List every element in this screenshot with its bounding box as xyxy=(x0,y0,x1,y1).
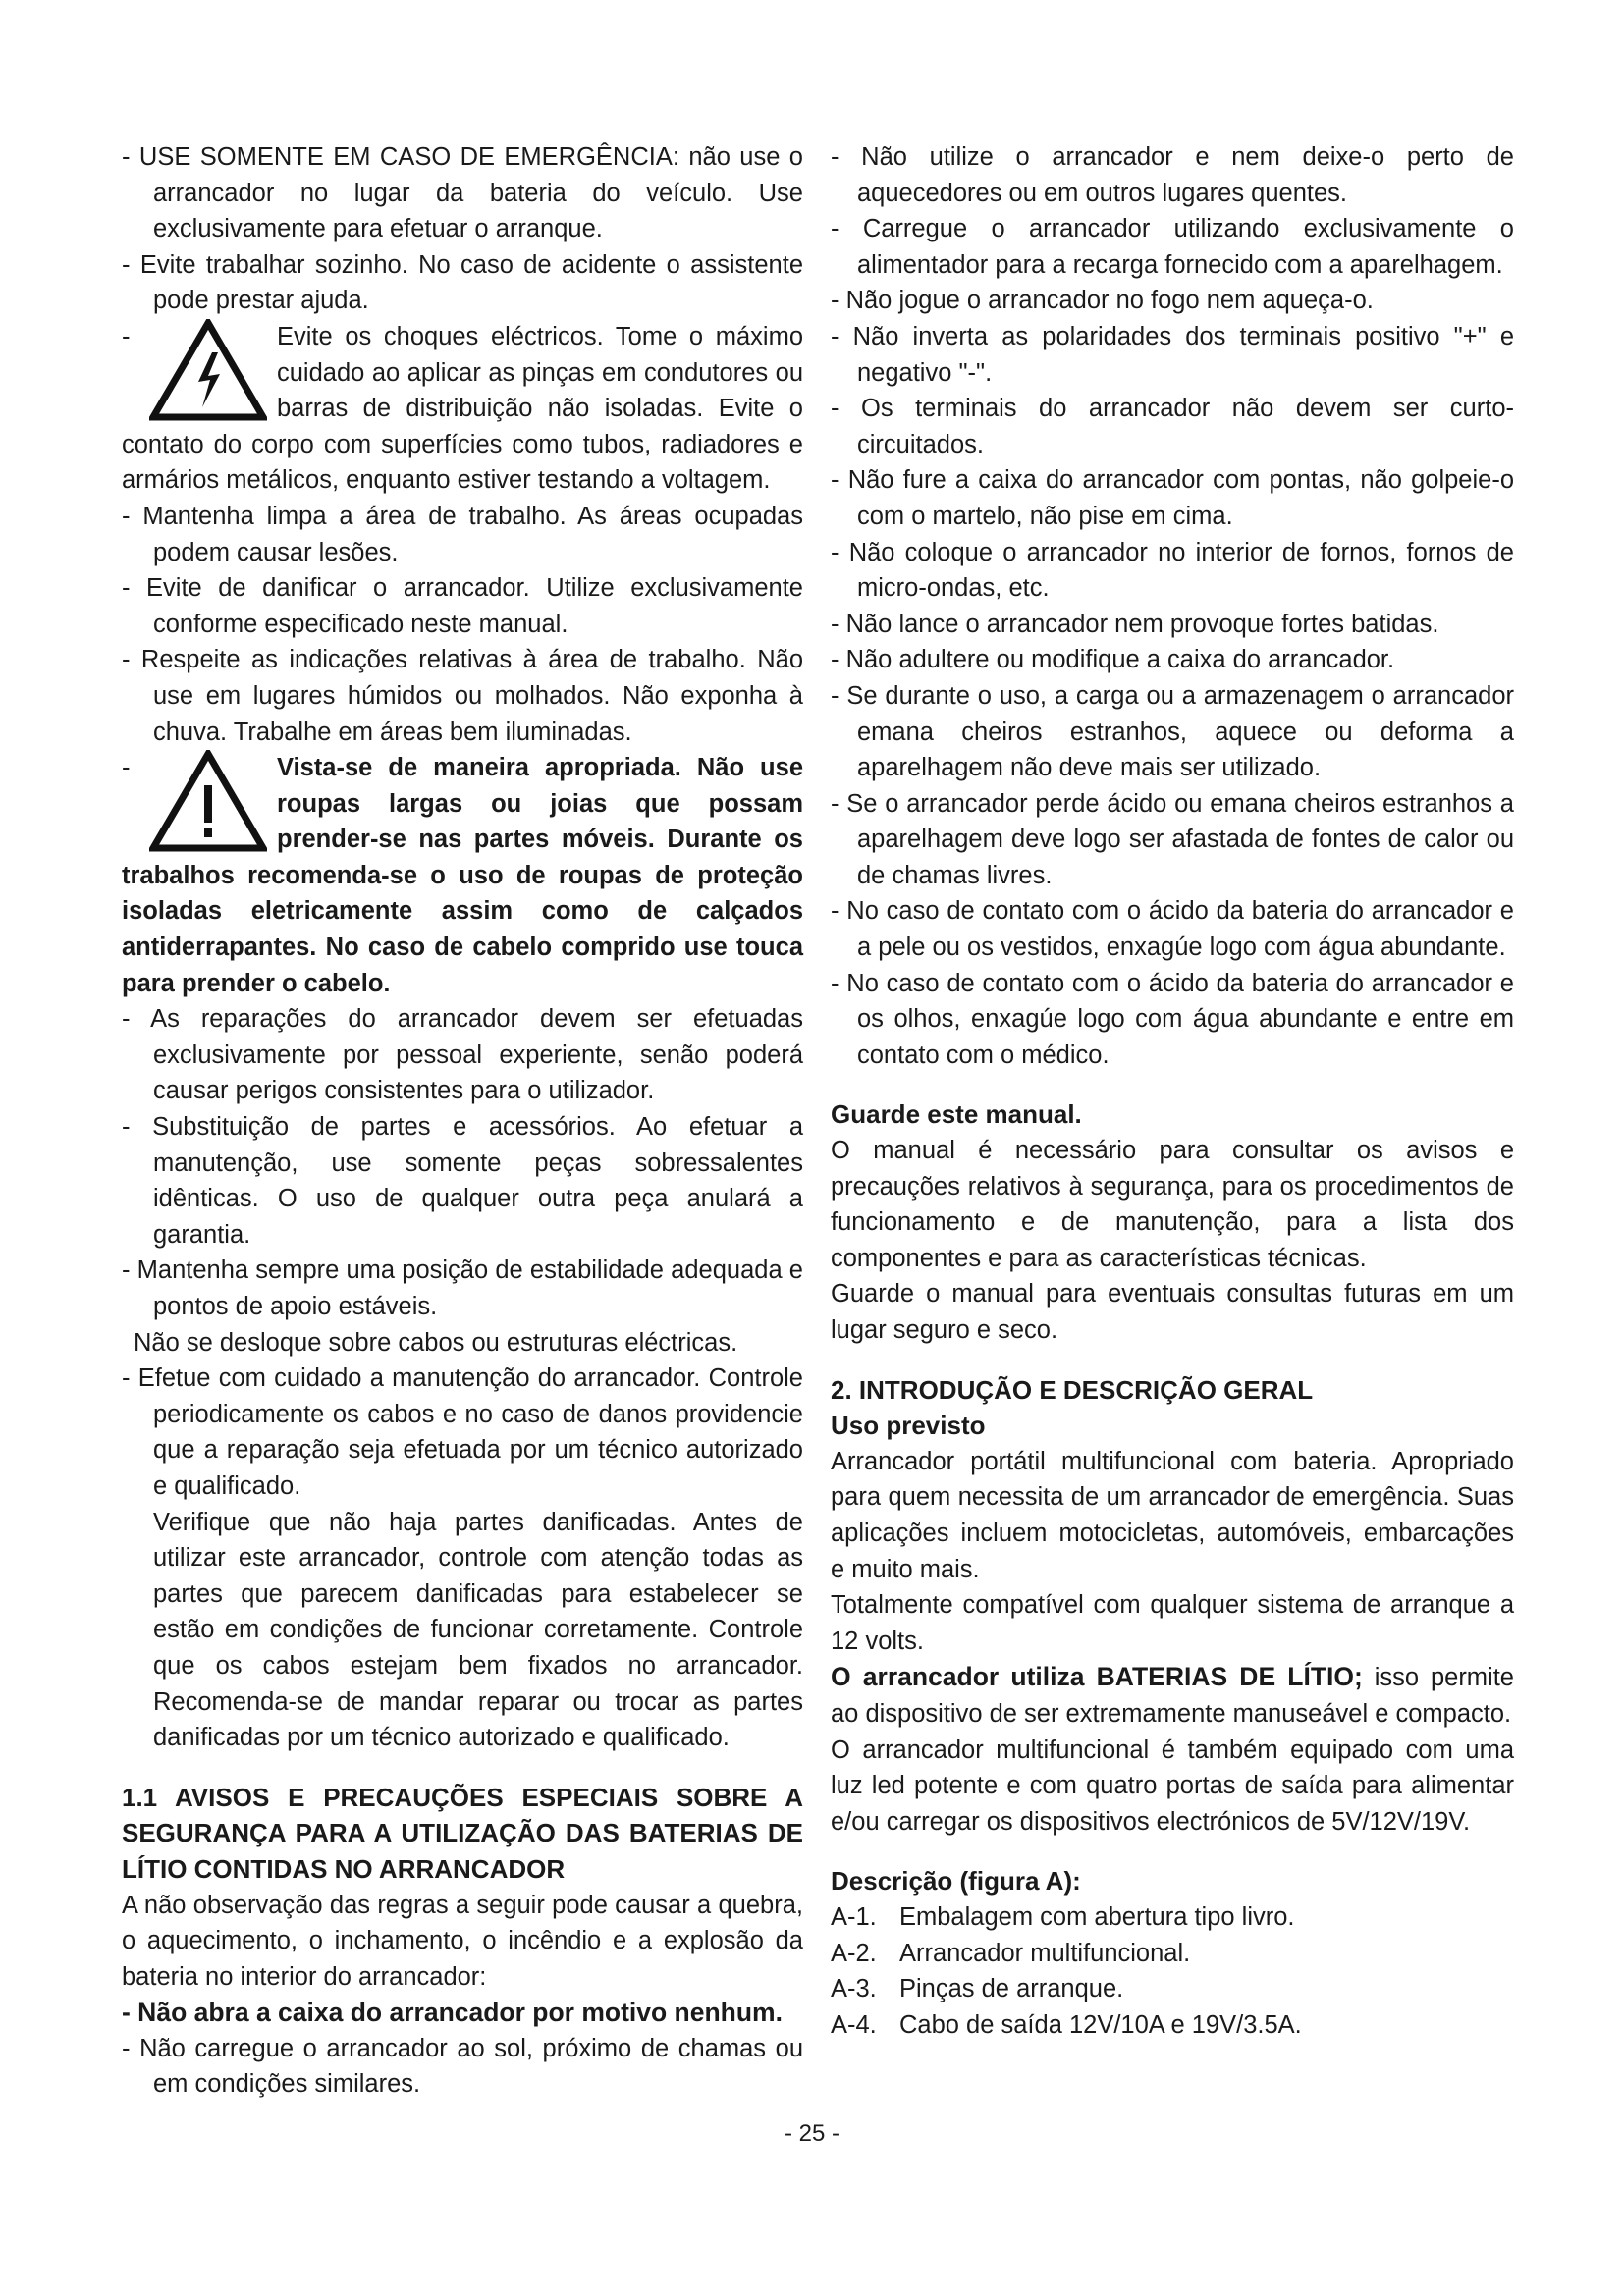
paragraph-maintenance: - Efetue com cuidado a manutenção do arrancador. Controle periodicamente os cabos e no caso de danos providencie que a reparação seja efetuada por um técnico autorizado e qualificado. xyxy=(122,1364,803,1500)
list-item-text: Embalagem com abertura tipo livro. xyxy=(899,1902,1295,1931)
paragraph-puncture: - Não fure a caixa do arrancador com pontas, não golpeie-o com o martelo, não pise em cima. xyxy=(831,466,1514,530)
heading-keep-manual: Guarde este manual. xyxy=(831,1099,1082,1130)
paragraph-charger: - Carregue o arrancador utilizando exclusivamente o alimentador para a recarga fornecido com a aparelhagem. xyxy=(831,215,1514,279)
paragraph-work-area: - Respeite as indicações relativas à área de trabalho. Não use em lugares húmidos ou molhados. Não exponha à chuva. Trabalhe em áreas bem iluminadas. xyxy=(122,646,803,746)
warning-electric-text: Evite os choques eléctricos. Tome o máximo cuidado ao aplicar as pinças em condutores ou barras de distribuição não isoladas. Evite o contato do corpo com superfícies como tubos, radiadores e armários metálicos, enquanto estiver testando a voltagem. xyxy=(122,322,803,495)
list-item-text: Pinças de arranque. xyxy=(899,1975,1124,2003)
paragraph-clean-area: - Mantenha limpa a área de trabalho. As áreas ocupadas podem causar lesões. xyxy=(122,502,803,566)
paragraph-short-circuit: - Os terminais do arrancador não devem ser curto-circuitados. xyxy=(831,395,1514,458)
list-item-number: A-3. xyxy=(831,1975,877,2003)
heading-intended-use: Uso previsto xyxy=(831,1411,986,1441)
list-item xyxy=(831,1936,1514,1972)
warning-clothing-text: Vista-se de maneira apropriada. Não use roupas largas ou joias que possam prender-se nas partes móveis. Durante os trabalhos recomenda-se o uso de roupas de proteção isoladas eletricamente assim como de calçados antiderrapantes. No caso de cabelo comprido use touca para prender o cabelo. xyxy=(122,754,803,997)
paragraph-heaters: - Não utilize o arrancador e nem deixe-o perto de aquecedores ou em outros lugares quentes. xyxy=(831,143,1514,207)
paragraph-manual-storage: Guarde o manual para eventuais consultas futuras em um lugar seguro e seco. xyxy=(831,1280,1514,1344)
paragraph-cables: Não se desloque sobre cabos ou estruturas eléctricas. xyxy=(134,1328,738,1357)
section-heading-lithium-safety: 1.1 AVISOS E PRECAUÇÕES ESPECIAIS SOBRE A SEGURANÇA PARA A UTILIZAÇÃO DAS BATERIAS DE LÍTIO CONTIDAS NO ARRANCADOR xyxy=(122,1782,803,1884)
list-item xyxy=(831,2007,1514,2044)
paragraph-led-ports: O arrancador multifuncional é também equipado com uma luz led potente e com quatro portas de saída para alimentar e/ou carregar os dispositivos electrónicos de 5V/12V/19V. xyxy=(831,1735,1514,1836)
lithium-rest-text: isso permite ao dispositivo de ser extremamente manuseável e compacto. xyxy=(831,1664,1514,1728)
list-item xyxy=(831,1899,1514,1936)
paragraph-acid-skin: - No caso de contato com o ácido da bateria do arrancador e a pele ou os vestidos, enxagúe logo com água abundante. xyxy=(831,897,1514,962)
paragraph-manual-purpose: O manual é necessário para consultar os avisos e precauções relativos à segurança, para os procedimentos de funcionamento e de manutenção, para a lista dos componentes e para as características técnicas. xyxy=(831,1137,1514,1272)
paragraph-repairs: - As reparações do arrancador devem ser efetuadas exclusivamente por pessoal experiente, senão poderá causar perigos consistentes para o utilizador. xyxy=(122,1005,803,1105)
lithium-bold-text: O arrancador utiliza BATERIAS DE LÍTIO; xyxy=(831,1662,1363,1692)
paragraph-do-not-open: - Não abra a caixa do arrancador por motivo nenhum. xyxy=(122,1998,783,2028)
exclamation-warning-icon xyxy=(149,750,267,852)
right-column xyxy=(831,139,1514,2043)
paragraph-fire: - Não jogue o arrancador no fogo nem aqueça-o. xyxy=(831,287,1374,315)
section-heading-introduction: 2. INTRODUÇÃO E DESCRIÇÃO GERAL xyxy=(831,1374,1314,1405)
page-number: - 25 - xyxy=(784,2120,839,2147)
paragraph-check-damage: Verifique que não haja partes danificadas. Antes de utilizar este arrancador, controle com atenção todas as partes que parecem danificadas para estabelecer se estão em condições de funcionar corretamente. Controle que os cabos estejam bem fixados no arrancador. Recomenda-se de mandar reparar ou trocar as partes danificadas por um técnico autorizado e qualificado. xyxy=(153,1508,803,1752)
high-voltage-warning-icon xyxy=(149,319,267,421)
component-list xyxy=(831,1899,1514,2043)
list-item-number: A-4. xyxy=(831,2010,877,2039)
heading-description-figure: Descrição (figura A): xyxy=(831,1866,1081,1896)
paragraph-smell-heat: - Se durante o uso, a carga ou a armazenagem o arrancador emana cheiros estranhos, aquece ou deforma a aparelhagem não deve mais ser utilizado. xyxy=(831,681,1514,782)
paragraph-tamper: - Não adultere ou modifique a caixa do arrancador. xyxy=(831,646,1395,674)
paragraph-stability: - Mantenha sempre uma posição de estabilidade adequada e pontos de apoio estáveis. xyxy=(122,1256,803,1320)
list-item-text: Cabo de saída 12V/10A e 19V/3.5A. xyxy=(899,2010,1302,2039)
paragraph-description: Arrancador portátil multifuncional com bateria. Apropriado para quem necessita de um arrancador de emergência. Suas aplicações incluem motocicletas, automóveis, embarcações e muito mais. xyxy=(831,1447,1514,1583)
paragraph-impacts: - Não lance o arrancador nem provoque fortes batidas. xyxy=(831,610,1439,638)
paragraph-ovens: - Não coloque o arrancador no interior de fornos, fornos de micro-ondas, etc. xyxy=(831,538,1514,603)
list-item-text: Arrancador multifuncional. xyxy=(899,1939,1191,1967)
paragraph-polarity: - Não inverta as polaridades dos terminais positivo "+" e negativo "-". xyxy=(831,322,1514,387)
list-item-number: A-1. xyxy=(831,1902,877,1931)
paragraph-no-sun: - Não carregue o arrancador ao sol, próximo de chamas ou em condições similares. xyxy=(122,2034,803,2099)
paragraph-replacement-parts: - Substituição de partes e acessórios. Ao efetuar a manutenção, use somente peças sobressalentes idênticas. O uso de qualquer outra peça anulará a garantia. xyxy=(122,1113,803,1249)
paragraph-acid-leak: - Se o arrancador perde ácido ou emana cheiros estranhos a aparelhagem deve logo ser afastada de fontes de calor ou de chamas livres. xyxy=(831,789,1514,889)
list-dash: - xyxy=(122,322,131,350)
paragraph-acid-eyes: - No caso de contato com o ácido da bateria do arrancador e os olhos, enxagúe logo com água abundante e entre em contato com o médico. xyxy=(831,969,1514,1069)
paragraph-work-alone: - Evite trabalhar sozinho. No caso de acidente o assistente pode prestar ajuda. xyxy=(122,250,803,315)
paragraph-lithium xyxy=(831,1659,1514,1732)
warning-clothing-block xyxy=(122,750,803,1001)
paragraph-emergency: - USE SOMENTE EM CASO DE EMERGÊNCIA: não use o arrancador no lugar da bateria do veículo. Use exclusivamente para efetuar o arranque. xyxy=(122,143,803,243)
list-item xyxy=(831,1971,1514,2007)
paragraph-rules-intro: A não observação das regras a seguir pode causar a quebra, o aquecimento, o inchamento, o incêndio e a explosão da bateria no interior do arrancador: xyxy=(122,1891,803,1991)
list-item-number: A-2. xyxy=(831,1939,877,1967)
warning-electric-block xyxy=(122,319,803,499)
left-column xyxy=(122,139,803,2103)
list-dash: - xyxy=(122,754,131,782)
paragraph-compatibility: Totalmente compatível com qualquer sistema de arranque a 12 volts. xyxy=(831,1591,1514,1655)
paragraph-avoid-damage: - Evite de danificar o arrancador. Utilize exclusivamente conforme especificado neste manual. xyxy=(122,574,803,638)
